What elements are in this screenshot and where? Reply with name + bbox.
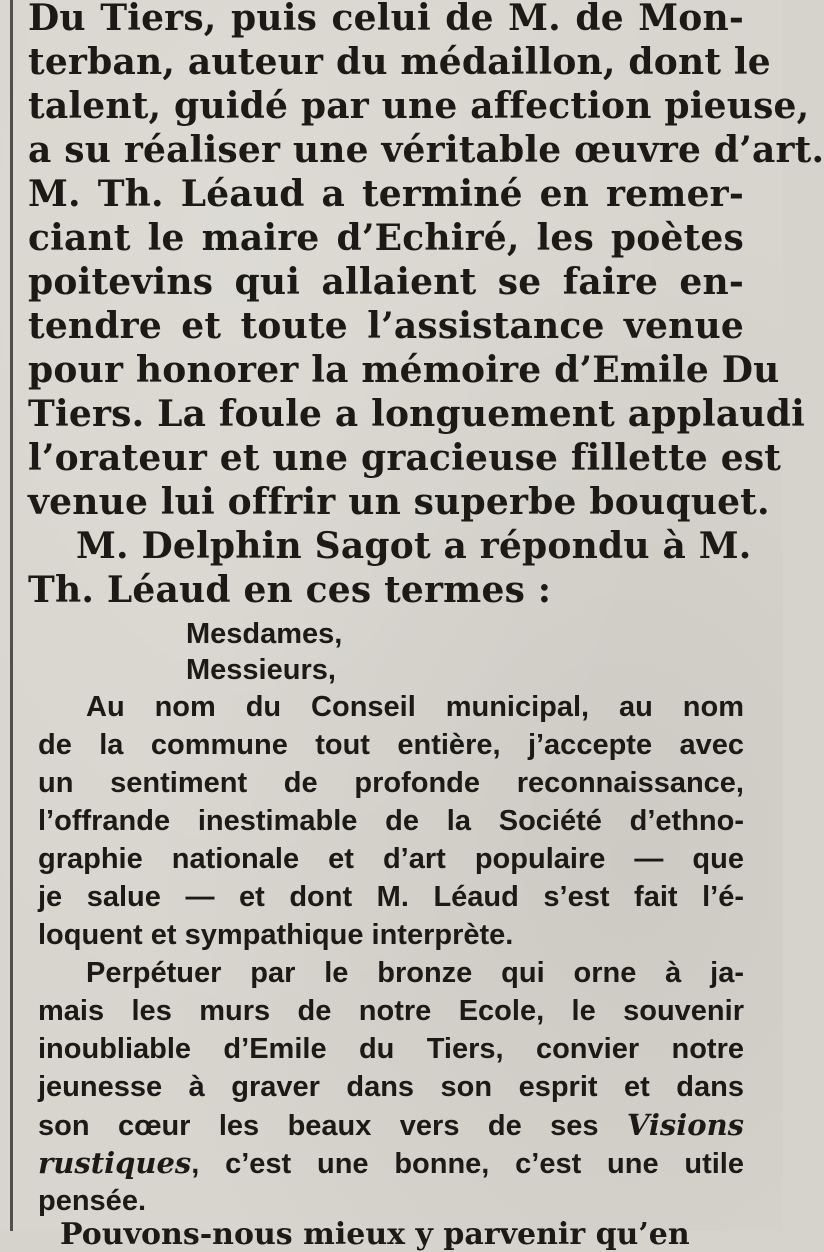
- cutoff-text: Pouvons-nous mieux y parvenir qu’en: [60, 1217, 690, 1252]
- letter-line: un sentiment de profonde reconnaissance,: [38, 767, 744, 799]
- book-title-italic: rustiques: [38, 1146, 192, 1180]
- letter-line: inoubliable d’Emile du Tiers, convier notre: [38, 1033, 744, 1065]
- salutation: Messieurs,: [186, 654, 336, 686]
- letter-line: graphie nationale et d’art populaire — que: [38, 843, 744, 875]
- letter-line: Perpétuer par le bronze qui orne à ja-: [86, 957, 744, 989]
- letter-line: je salue — et dont M. Léaud s’est fait l’é-: [38, 881, 744, 913]
- letter-line: jeunesse à graver dans son esprit et dans: [38, 1071, 744, 1103]
- letter-text: , c’est une bonne, c’est une utile: [191, 1148, 744, 1180]
- article-line: terban, auteur du médaillon, dont le: [28, 41, 771, 83]
- article-line: venue lui offrir un superbe bouquet.: [28, 481, 770, 523]
- article-line: Du Tiers, puis celui de M. de Mon-: [28, 0, 744, 39]
- letter-line: loquent et sympathique interprète.: [38, 919, 514, 951]
- column-rule: [10, 0, 13, 1231]
- letter-line: [38, 1144, 744, 1182]
- salutation: Mesdames,: [186, 618, 343, 650]
- article-line: talent, guidé par une affection pieuse,: [28, 85, 810, 127]
- article-line: Th. Léaud en ces termes :: [28, 569, 552, 611]
- article-line: ciant le maire d’Echiré, les poètes: [28, 217, 744, 259]
- letter-line: pensée.: [38, 1185, 146, 1217]
- letter-line: Au nom du Conseil municipal, au nom: [86, 691, 744, 723]
- article-line: tendre et toute l’assistance venue: [28, 305, 744, 347]
- letter-line: l’offrande inestimable de la Société d’ethno-: [38, 805, 744, 837]
- article-line: l’orateur et une gracieuse fillette est: [28, 437, 782, 479]
- article-line: a su réaliser une véritable œuvre d’art.: [28, 129, 824, 171]
- article-line: M. Th. Léaud a terminé en remer-: [28, 173, 744, 215]
- letter-line: de la commune tout entière, j’accepte avec: [38, 729, 744, 761]
- book-title-italic: Visions: [626, 1108, 744, 1142]
- letter-line: mais les murs de notre Ecole, le souvenir: [38, 995, 744, 1027]
- article-line: pour honorer la mémoire d’Emile Du: [28, 349, 780, 391]
- letter-line: [38, 1106, 744, 1144]
- cutoff-line: [60, 1212, 740, 1252]
- letter-text: son cœur les beaux vers de ses: [38, 1110, 627, 1142]
- article-line: Tiers. La foule a longuement applaudi: [28, 393, 806, 435]
- article-line: poitevins qui allaient se faire en-: [28, 261, 744, 303]
- article-line: M. Delphin Sagot a répondu à M.: [76, 525, 752, 567]
